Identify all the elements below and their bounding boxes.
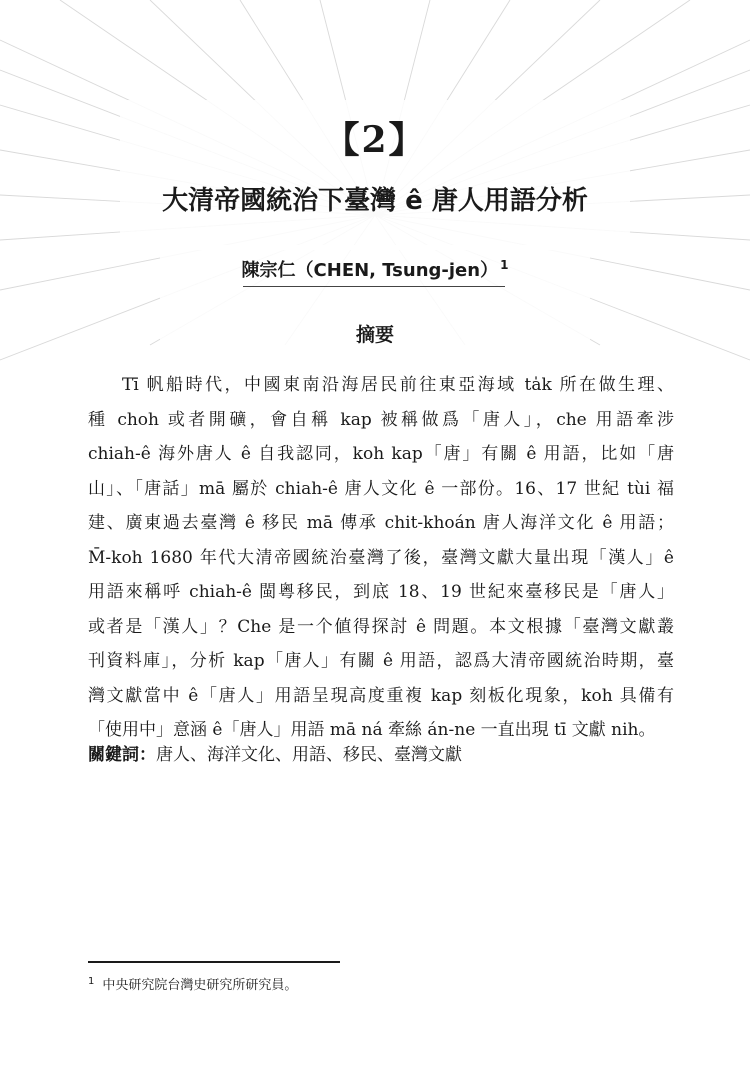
abstract-line: 刊資料庫」，分析 kap「唐人」有關 ê 用語，認爲大清帝國統治時期，臺 (88, 651, 674, 671)
author-footnote-mark: 1 (500, 258, 509, 272)
footnote-divider (88, 961, 340, 963)
keywords-label: 關鍵詞： (88, 745, 156, 765)
abstract-line: 山」、「唐話」mā 屬於 chiah-ê 唐人文化 ê 一部份。16、17 世紀 tùi 福 (88, 478, 674, 499)
abstract-body (88, 368, 674, 748)
article-title: 大清帝國統治下臺灣 ê 唐人用語分析 (162, 186, 588, 216)
author-name: 陳宗仁（CHEN, Tsung-jen） (241, 260, 499, 281)
abstract-line: 「使用中」意涵 ê「唐人」用語 mā ná 牽絲 án-ne 一直出現 tī 文獻 nih。 (88, 720, 656, 740)
abstract-line: 建、廣東過去臺灣 ê 移民 mā 傳承 chit-khoán 唐人海洋文化 ê 用語； (88, 513, 674, 533)
abstract-line: 或者是「漢人」？Che 是一个値得探討 ê 問題。本文根據「臺灣文獻叢 (88, 616, 674, 637)
chapter-number: 【2】 (323, 119, 427, 161)
author-line (0, 256, 750, 282)
footnote-text: 中央研究院台灣史研究所研究員。 (102, 978, 298, 993)
keywords (88, 740, 462, 765)
abstract-heading: 摘要 (355, 324, 394, 346)
abstract-line: 灣文獻當中 ê「唐人」用語呈現高度重複 kap 刻板化現象，koh 具備有 (88, 685, 674, 706)
author-underline (243, 286, 505, 287)
abstract-line: chiah-ê 海外唐人 ê 自我認同，koh kap「唐」有關 ê 用語，比如「唐 (88, 444, 674, 464)
abstract-line: 種 choh 或者開礦，會自稱 kap 被稱做爲「唐人」，che 用語牽涉 (88, 409, 674, 430)
abstract-line: M̄-koh 1680 年代大清帝國統治臺灣了後，臺灣文獻大量出現「漢人」ê (88, 547, 674, 568)
keywords-text: 唐人、海洋文化、用語、移民、臺灣文獻 (156, 745, 462, 765)
abstract-line: 用語來稱呼 chiah-ê 閩粵移民，到底 18、19 世紀來臺移民是「唐人」 (88, 582, 674, 602)
abstract-line: Tī 帆船時代，中國東南沿海居民前往東亞海域 ta̍k 所在做生理、 (122, 375, 674, 395)
footnote (88, 974, 297, 993)
footnote-mark: 1 (88, 975, 95, 987)
